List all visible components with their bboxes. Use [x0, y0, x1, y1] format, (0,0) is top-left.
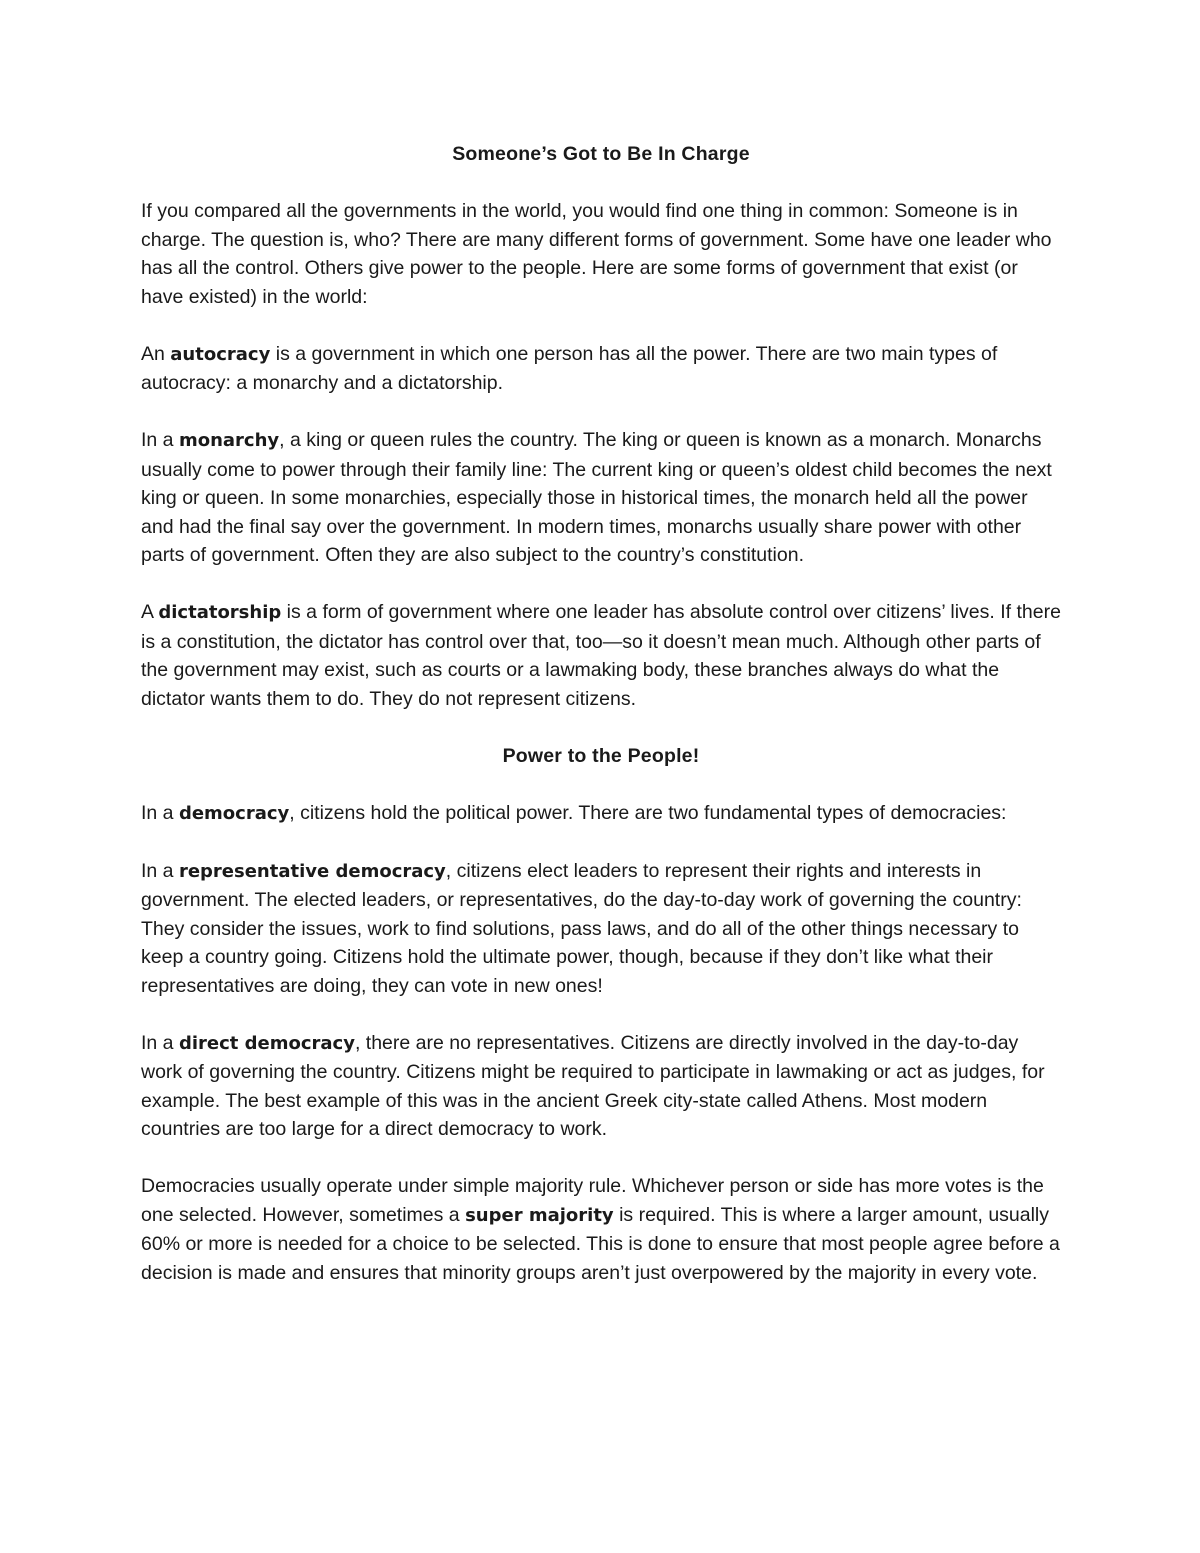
term-super-majority: super majority: [465, 1204, 614, 1226]
autocracy-paragraph: [141, 340, 1061, 398]
representative-lead: In a: [141, 859, 179, 882]
representative-text: , citizens elect leaders to represent their rights and interests in government. The elected leaders, or representatives, do the day-to-day work of governing the country: They consider the issues, work to find solutions, pass laws, and do all of the other things necessary to keep a country going. Citizens hold the ultimate power, though, because if they don’t like what their representatives are doing, they can vote in new ones!: [141, 859, 1022, 997]
intro-paragraph: If you compared all the governments in the world, you would find one thing in common: Someone is in charge. The question is, who? There are many different forms of government. Some have one leader who has all the control. Others give power to the people. Here are some forms of government that exist (or have existed) in the world:: [141, 200, 1052, 308]
term-dictatorship: dictatorship: [158, 602, 282, 623]
term-democracy: democracy: [178, 802, 290, 824]
direct-text: , there are no representatives. Citizens are directly involved in the day-to-day work of governing the country. Citizens might be required to participate in lawmaking or act as judges, for example. The best example of this was in the ancient Greek city-state called Athens. Most modern countries are too large for a direct democracy to work.: [141, 1031, 1045, 1140]
term-representative-democracy: representative democracy: [178, 860, 446, 882]
majority-paragraph: [141, 1172, 1061, 1287]
document-page: [141, 140, 1061, 1316]
democracy-lead: In a: [141, 801, 179, 824]
monarchy-paragraph: [141, 426, 1061, 570]
dictatorship-text: is a form of government where one leader has absolute control over citizens’ lives. If there is a constitution, the dictator has control over that, too—so it doesn’t mean much. Although other parts of the government may exist, such as courts or a lawmaking body, these branches always do what the dictator wants them to do. They do not represent citizens.: [141, 601, 1061, 710]
section-heading: Power to the People!: [502, 744, 700, 767]
dictatorship-lead: A: [141, 601, 159, 623]
direct-lead: In a: [141, 1031, 179, 1054]
representative-democracy-paragraph: [141, 857, 1061, 1001]
majority-lead: Democracies usually operate under simple majority rule. Whichever person or side has more votes is the one selected. However, sometimes a: [141, 1175, 1044, 1226]
direct-democracy-paragraph: [141, 1029, 1061, 1144]
democracy-text: , citizens hold the political power. There are two fundamental types of democracies:: [289, 801, 1007, 824]
democracy-paragraph: [141, 799, 1061, 829]
term-autocracy: autocracy: [170, 343, 271, 365]
term-direct-democracy: direct democracy: [178, 1032, 355, 1054]
monarchy-lead: In a: [141, 429, 179, 451]
monarchy-text: , a king or queen rules the country. The king or queen is known as a monarch. Monarchs usually come to power through their family line: The current king or queen’s oldest child becomes the next king or queen. In some monarchies, especially those in historical times, the monarch held all the power and had the final say over the government. In modern times, monarchs usually share power with other parts of government. Often they are also subject to the country’s constitution.: [141, 429, 1052, 566]
term-monarchy: monarchy: [178, 430, 280, 451]
autocracy-lead: An: [141, 342, 171, 365]
autocracy-text: is a government in which one person has all the power. There are two main types of autocracy: a monarchy and a dictatorship.: [141, 342, 998, 394]
majority-text: is required. This is where a larger amount, usually 60% or more is needed for a choice to be selected. This is done to ensure that most people agree before a decision is made and ensures that minority groups aren’t just overpowered by the majority in every vote.: [141, 1203, 1060, 1284]
document-title: Someone’s Got to Be In Charge: [452, 143, 750, 165]
dictatorship-paragraph: [141, 598, 1061, 713]
